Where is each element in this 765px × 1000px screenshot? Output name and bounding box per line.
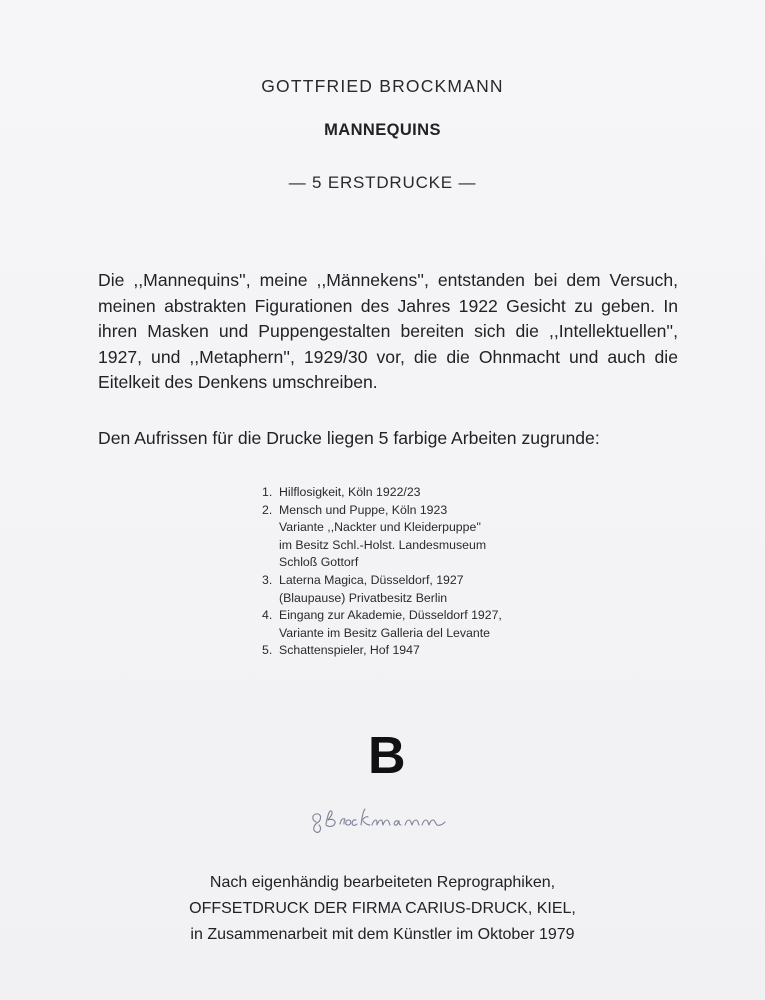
list-item-line: Schattenspieler, Hof 1947 <box>279 643 420 658</box>
colophon-line: in Zusammenarbeit mit dem Künstler im Oktober 1979 <box>190 926 575 943</box>
intro-line: Die ,,Mannequins'', meine ,,Männekens'', entstanden bei dem Versuch, <box>98 270 678 290</box>
list-item-number: 1. <box>262 485 273 499</box>
list-item-number: 5. <box>262 643 273 658</box>
colophon-line: OFFSETDRUCK DER FIRMA CARIUS-DRUCK, KIEL, <box>189 900 576 917</box>
handwritten-signature <box>310 800 488 840</box>
list-item-line: Variante im Besitz Galleria del Levante <box>279 625 490 640</box>
works-list <box>262 484 502 660</box>
intro-line: 1927, und ,,Metaphern'', 1929/30 vor, die die Ohnmacht und auch die <box>98 346 678 367</box>
intro-paragraph <box>98 268 678 396</box>
list-item-number: 4. <box>262 608 273 623</box>
list-item-number: 2. <box>262 502 273 517</box>
author-name: GOTTFRIED BROCKMANN <box>261 76 504 96</box>
edition-letter: B <box>368 727 406 785</box>
list-item-line: Hilflosigkeit, Köln 1922/23 <box>279 485 421 499</box>
list-item <box>262 607 502 642</box>
list-item-line: im Besitz Schl.-Holst. Landesmuseum <box>279 537 487 552</box>
intro-line: Eitelkeit des Denkens umschreiben. <box>98 372 378 393</box>
list-item-line: Variante ,,Nackter und Kleiderpuppe'' <box>279 520 482 535</box>
list-item <box>262 502 502 572</box>
list-item-number: 3. <box>262 572 273 587</box>
list-item-line: Laterna Magica, Düsseldorf, 1927 <box>279 572 464 587</box>
colophon <box>0 870 765 948</box>
document-subtitle: — 5 ERSTDRUCKE — <box>288 173 477 192</box>
colophon-line: Nach eigenhändig bearbeiteten Reprographiken, <box>209 874 556 891</box>
list-item-line: Schloß Gottorf <box>279 555 359 570</box>
intro-line: meinen abstrakten Figurationen des Jahres 1922 Gesicht zu geben. In <box>98 295 678 316</box>
list-item-line: Mensch und Puppe, Köln 1923 <box>279 502 448 517</box>
list-item <box>262 484 502 502</box>
list-item-line: Eingang zur Akademie, Düsseldorf 1927, <box>279 608 502 623</box>
works-intro-paragraph: Den Aufrissen für die Drucke liegen 5 farbige Arbeiten zugrunde: <box>98 428 600 448</box>
list-item <box>262 572 502 607</box>
intro-line: ihren Masken und Puppengestalten bereiten sich die ,,Intellektuellen'', <box>98 321 678 342</box>
list-item-line: (Blaupause) Privatbesitz Berlin <box>279 590 448 605</box>
list-item <box>262 642 502 660</box>
document-title: MANNEQUINS <box>324 121 441 139</box>
